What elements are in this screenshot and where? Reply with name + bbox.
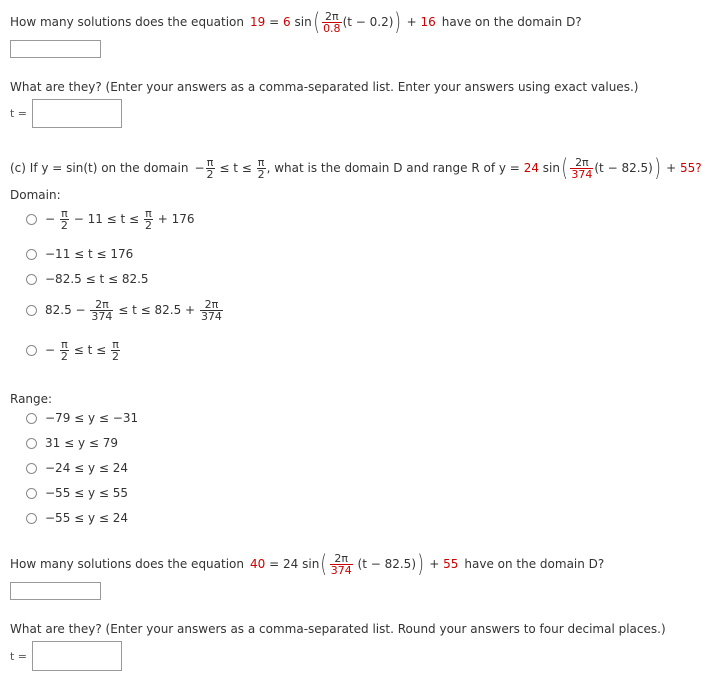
option-text: −55 ≤ y ≤ 24 [45,511,129,525]
range-option-2[interactable] [26,435,118,451]
radio-button-icon[interactable] [26,438,37,449]
fraction-numerator: 2π [334,551,349,565]
sin-function: sin [294,15,312,29]
question-3-lhs: 40 [250,557,266,571]
fraction-numerator: 2π [575,155,589,169]
option-text: −82.5 ≤ t ≤ 82.5 [45,272,149,286]
question-4-answer-input[interactable] [32,641,122,671]
plus-sign: + [406,15,417,29]
question-3-amplitude: 24 [283,557,299,571]
fraction-numerator: π [112,337,119,351]
part-c-middle: , what is the domain D and range R of y = [266,161,520,175]
option-text: −79 ≤ y ≤ −31 [45,411,139,425]
domain-option-5[interactable] [26,336,121,364]
sin-function: sin [302,557,320,571]
radio-button-icon[interactable] [26,345,37,356]
right-paren-icon: ) [417,550,424,578]
option-fraction [90,299,113,322]
domain-option-4[interactable] [26,296,224,324]
question-1-lhs: 19 [250,15,266,29]
option-text: ≤ t ≤ [73,343,107,357]
question-1-amplitude: 6 [283,15,291,29]
plus-sign: + [429,557,440,571]
equals-sign: = [269,15,280,29]
question-3-prefix: How many solutions does the equation [10,557,245,571]
question-2-prompt: What are they? (Enter your answers as a comma-separated list. Enter your answers using exact values.) [10,80,639,94]
part-c-amplitude: 24 [523,161,539,175]
minus-sign: − [194,161,205,175]
option-text: − 11 ≤ t ≤ [73,212,140,226]
domain-option-3[interactable] [26,271,149,287]
fraction-denominator: 374 [330,563,352,577]
option-fraction [144,208,153,231]
left-paren-icon: ( [320,550,328,578]
part-c-text [10,154,702,182]
option-fraction [60,208,69,231]
range-option-3[interactable] [26,460,128,476]
fraction-numerator: π [257,155,265,169]
question-3-suffix: have on the domain D? [464,557,605,571]
right-paren-icon: ) [394,8,402,36]
range-option-1[interactable] [26,410,138,426]
option-text: −55 ≤ y ≤ 55 [45,486,129,500]
range-option-5[interactable] [26,510,128,526]
option-text: + 176 [157,212,195,226]
radio-button-icon[interactable] [26,214,37,225]
option-text: −11 ≤ t ≤ 176 [45,247,134,261]
option-text: −24 ≤ y ≤ 24 [45,461,129,475]
radio-button-icon[interactable] [26,249,37,260]
question-1-text [10,8,582,36]
domain-inequality: ≤ t ≤ [219,161,252,175]
radio-button-icon[interactable] [26,413,37,424]
fraction-numerator: π [145,206,152,220]
domain-label: Domain: [10,188,61,202]
left-paren-icon: ( [561,154,568,182]
radio-button-icon[interactable] [26,305,37,316]
radio-button-icon[interactable] [26,463,37,474]
question-1-argument: (t − 0.2) [342,15,394,29]
right-paren-icon: ) [654,154,661,182]
equals-sign: = [269,557,280,571]
fraction-denominator: 2 [206,167,214,181]
domain-option-2[interactable] [26,246,133,262]
fraction-numerator: 2π [95,297,109,311]
fraction-denominator: 374 [571,167,593,181]
fraction-denominator: 374 [200,309,222,323]
part-c-fraction [570,157,593,180]
fraction-numerator: π [61,206,68,220]
question-4-prompt: What are they? (Enter your answers as a comma-separated list. Round your answers to four decimal places.) [10,622,666,636]
radio-button-icon[interactable] [26,488,37,499]
sin-function: sin [542,161,560,175]
range-label: Range: [10,392,53,406]
fraction-numerator: 2π [204,297,219,311]
question-4-t-label: t = [10,650,28,663]
question-3-shift: 55 [443,557,459,571]
fraction-denominator: 2 [60,218,68,232]
radio-button-icon[interactable] [26,513,37,524]
fraction-numerator: π [206,155,214,169]
question-3-answer-input[interactable] [10,582,101,600]
question-1-suffix: have on the domain D? [441,15,582,29]
fraction-numerator: 2π [325,9,339,23]
fraction-denominator: 374 [91,309,113,323]
radio-button-icon[interactable] [26,274,37,285]
question-3-argument: (t − 82.5) [357,557,417,571]
fraction-denominator: 2 [144,218,152,232]
fraction-denominator: 2 [112,349,119,363]
domain-option-1[interactable] [26,205,195,233]
range-option-4[interactable] [26,485,128,501]
option-text: 31 ≤ y ≤ 79 [45,436,119,450]
question-3-text [10,550,604,578]
question-3-fraction [330,553,353,576]
fraction-denominator: 2 [60,349,68,363]
question-2-answer-input[interactable] [32,99,122,128]
option-fraction [60,339,69,362]
fraction-denominator: 0.8 [323,21,341,35]
option-fraction [111,339,120,362]
question-1-shift: 16 [420,15,436,29]
minus-sign: − [45,212,56,226]
fraction-denominator: 2 [257,167,265,181]
question-1-fraction [322,11,342,34]
fraction-numerator: π [61,337,68,351]
part-c-shift: 55? [679,161,702,175]
left-paren-icon: ( [313,8,320,36]
domain-upper-fraction [257,157,266,180]
domain-lower-fraction [206,157,215,180]
minus-sign: − [45,343,56,357]
question-2-t-label: t = [10,107,28,120]
question-1-prefix: How many solutions does the equation [10,15,245,29]
option-text: ≤ t ≤ 82.5 + [118,303,196,317]
plus-sign: + [666,161,677,175]
question-1-answer-input[interactable] [10,40,101,58]
part-c-argument: (t − 82.5) [594,161,653,175]
part-c-prefix: (c) If y = sin(t) on the domain [10,161,189,175]
option-text: 82.5 − [45,303,86,317]
option-fraction [200,299,223,322]
